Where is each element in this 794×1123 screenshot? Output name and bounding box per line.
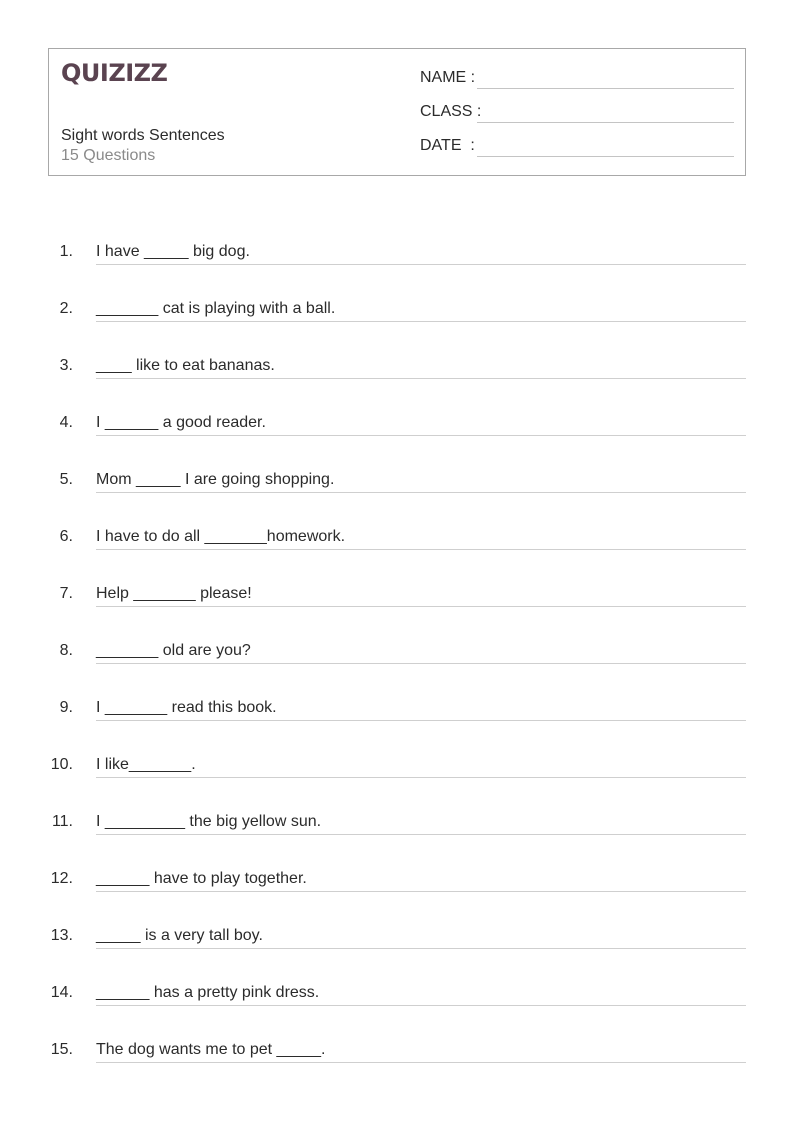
answer-line [96,891,746,892]
question-number: 2. [59,300,73,317]
question-text: ______ have to play together. [96,870,307,887]
question-text: I have to do all _______homework. [96,528,346,545]
question-item [48,354,746,380]
question-text: I _________ the big yellow sun. [96,813,322,830]
question-number: 7. [59,585,73,602]
name-line [477,88,734,89]
quizizz-logo: QUIZIZZ [61,59,168,87]
answer-line [96,435,746,436]
question-text: ____ like to eat bananas. [96,357,275,374]
answer-line [96,1005,746,1006]
question-text: I have _____ big dog. [96,243,250,260]
question-item [48,240,746,266]
question-number: 10. [50,756,73,773]
question-item [48,924,746,950]
class-line [477,122,734,123]
question-number: 5. [59,471,73,488]
question-number: 14. [50,984,73,1001]
answer-line [96,720,746,721]
question-number: 13. [50,927,73,944]
question-item [48,411,746,437]
question-text: The dog wants me to pet _____. [96,1041,326,1058]
question-item [48,696,746,722]
question-number: 3. [59,357,73,374]
answer-line [96,1062,746,1063]
question-number: 11. [51,813,73,830]
question-item [48,525,746,551]
question-count: 15 Questions [61,147,156,164]
question-number: 4. [59,414,73,431]
question-item [48,867,746,893]
date-line [477,156,734,157]
date-label: DATE : [420,137,475,154]
question-text: Mom _____ I are going shopping. [96,471,335,488]
answer-line [96,777,746,778]
worksheet-header [48,48,746,176]
question-number: 6. [59,528,73,545]
question-text: ______ has a pretty pink dress. [96,984,320,1001]
answer-line [96,264,746,265]
question-number: 8. [59,642,73,659]
question-text: _____ is a very tall boy. [96,927,263,944]
answer-line [96,378,746,379]
question-number: 15. [50,1041,73,1058]
date-field [420,136,734,158]
question-number: 1. [59,243,73,260]
question-number: 12. [50,870,73,887]
name-field [420,68,734,90]
question-text: I _______ read this book. [96,699,277,716]
question-item [48,582,746,608]
answer-line [96,948,746,949]
answer-line [96,321,746,322]
answer-line [96,606,746,607]
name-label: NAME : [420,69,476,86]
answer-line [96,549,746,550]
question-text: I ______ a good reader. [96,414,266,431]
class-field [420,102,734,124]
question-text: Help _______ please! [96,585,252,602]
question-item [48,981,746,1007]
question-item [48,468,746,494]
question-text: _______ old are you? [96,642,251,659]
question-item [48,639,746,665]
question-text: _______ cat is playing with a ball. [96,300,336,317]
question-item [48,753,746,779]
worksheet-title: Sight words Sentences [61,127,225,144]
answer-line [96,834,746,835]
answer-line [96,492,746,493]
question-text: I like_______. [96,756,196,773]
question-item [48,1038,746,1064]
answer-line [96,663,746,664]
class-label: CLASS : [420,103,482,120]
question-number: 9. [59,699,73,716]
question-item [48,297,746,323]
question-item [48,810,746,836]
